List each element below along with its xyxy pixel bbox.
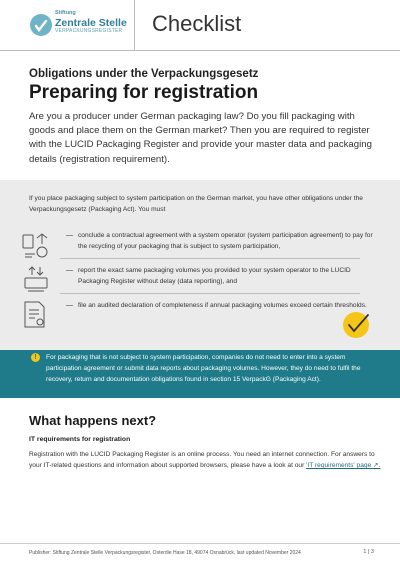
header-rule — [0, 50, 400, 51]
item-dash: — — [66, 267, 73, 274]
logo-mark-icon — [29, 13, 53, 37]
notice-text: For packaging that is not subject to system participation, companies do not need to enter into a system participation agreement or submit data reports about packaging volumes. However, they do need to fulfil the recovery, return and documentation obligations found in section 15 VerpackG (Packaging Act). — [46, 354, 361, 383]
warning-icon: ! — [31, 353, 40, 362]
obligations-intro: If you place packaging subject to system participation on the German market, you have other obligations under the Verpackungsgesetz (Packaging Act). You must — [29, 195, 363, 213]
page-indicator: 1 | 3 — [363, 549, 374, 555]
header-divider — [134, 0, 135, 50]
item-dash: — — [66, 302, 73, 309]
header-title: Checklist — [152, 11, 242, 36]
obligation-text: file an audited declaration of completeness if annual packaging volumes exceed certain thresholds. — [78, 302, 367, 309]
section-title: What happens next? — [29, 413, 157, 428]
scale-upload-icon — [20, 265, 54, 295]
item-divider — [60, 293, 360, 294]
logo-main: Zentrale Stelle — [55, 16, 127, 29]
logo-text — [55, 11, 127, 34]
certificate-document-icon — [20, 300, 54, 330]
it-requirements-link[interactable]: 'IT requirements' page ↗. — [306, 462, 381, 469]
obligation-text: conclude a contractual agreement with a system operator (system participation agreement) to pay for the recycling of your packaging that is subject to system participation, — [78, 232, 373, 250]
obligation-text: report the exact same packaging volumes you provided to your system operator to the LUCID Packaging Register without delay (data reporting), and — [78, 267, 351, 285]
item-dash: — — [66, 232, 73, 239]
kicker: Obligations under the Verpackungsgesetz — [29, 68, 259, 80]
footer-rule — [0, 543, 400, 544]
header — [0, 0, 400, 50]
footer-publisher: Publisher: Stiftung Zentrale Stelle Verpackungsregister, Osterdie Hase 18, 49074 Osnabrück, last updated November 2024 — [29, 550, 301, 556]
logo-sub: VERPACKUNGSREGISTER — [55, 28, 123, 34]
recycling-icon — [20, 230, 54, 260]
item-divider — [60, 258, 360, 259]
page-title: Preparing for registration — [29, 82, 259, 103]
logo-small: Stiftung — [55, 10, 76, 16]
logo[interactable] — [29, 11, 139, 39]
checkmark-circle-icon — [336, 310, 376, 340]
section-subtitle: IT requirements for registration — [29, 436, 131, 443]
section-body-text: Registration with the LUCID Packaging Register is an online process. You need an internet connection. For answers to your IT-related questions and information about supported browsers, please have a look at our — [29, 451, 375, 469]
section-body — [29, 449, 381, 471]
lead-paragraph: Are you a producer under German packaging law? Do you fill packaging with goods and place them on the German market? Then you are required to register with the LUCID Packaging Register and provide your master data and packaging details (registration requirement). — [29, 111, 372, 165]
